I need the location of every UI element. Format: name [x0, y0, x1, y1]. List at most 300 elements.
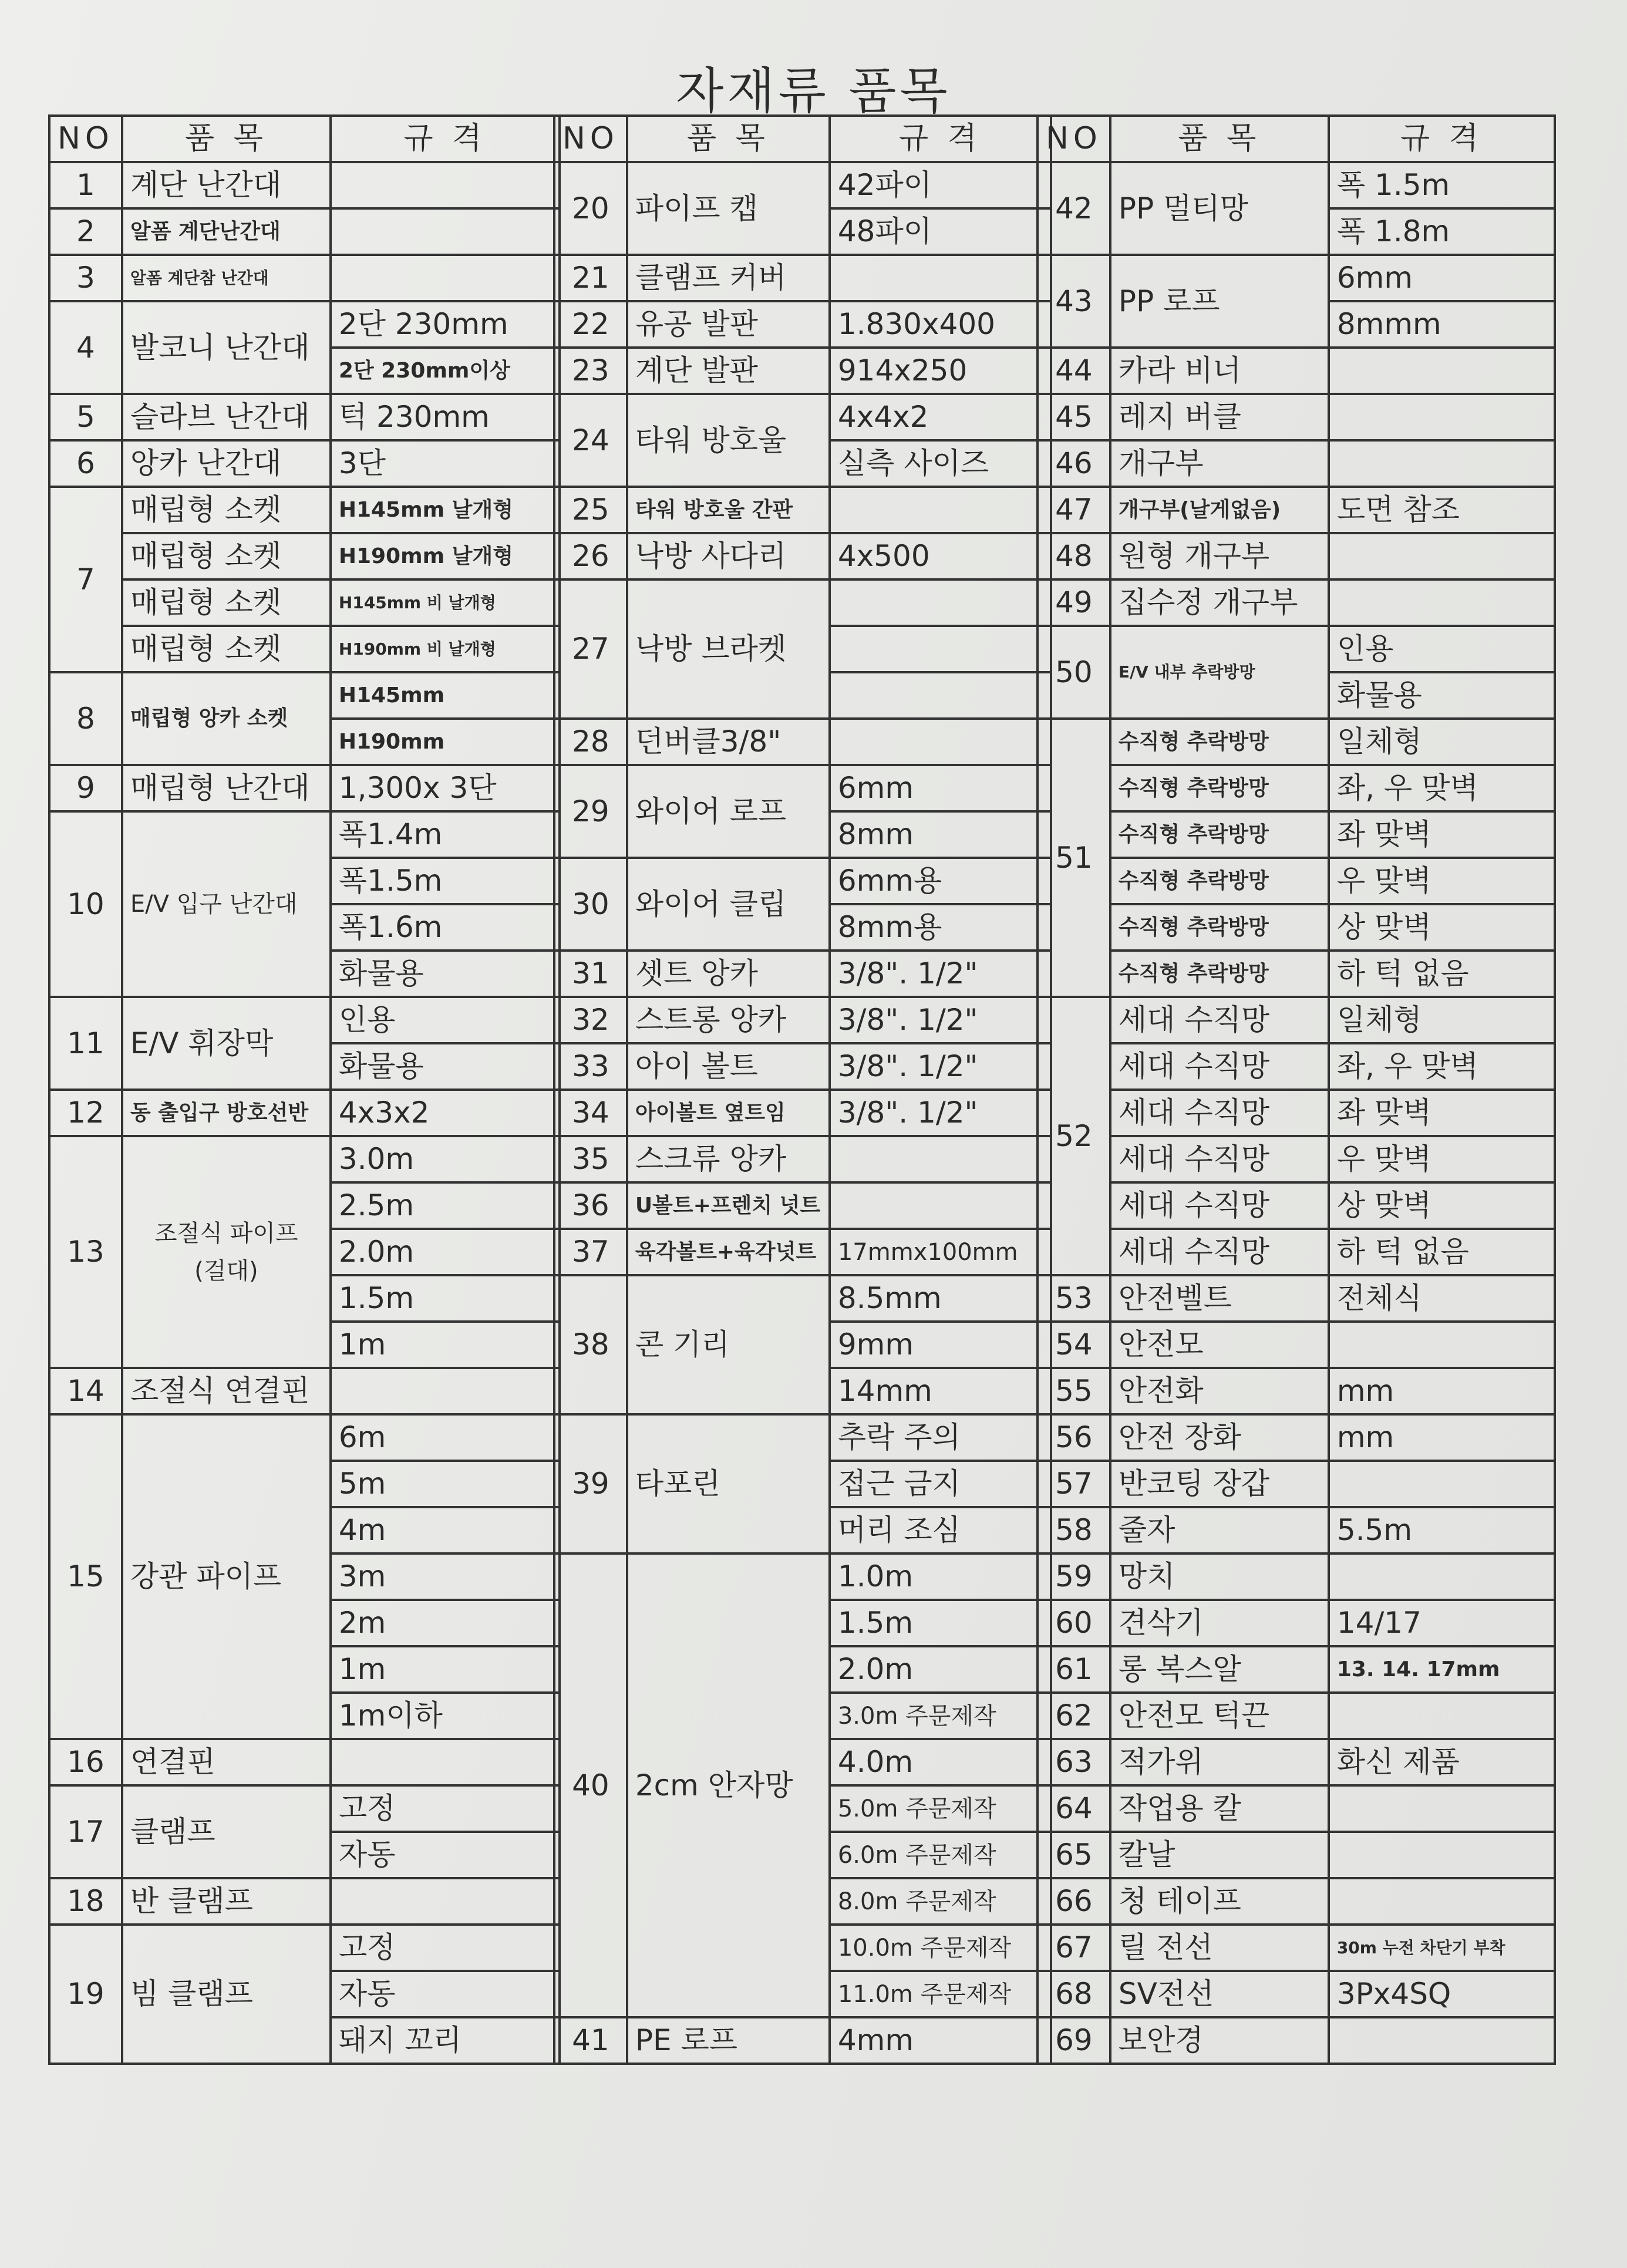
item-number: 4	[49, 301, 122, 394]
item-spec: 폭1.4m	[331, 811, 560, 858]
item-name: 수직형 추락방망	[1110, 765, 1329, 811]
item-name: E/V 입구 난간대	[122, 811, 331, 997]
item-name: 매립형 소켓	[122, 487, 331, 533]
item-name: 낙방 브라켓	[627, 579, 830, 719]
item-name: 낙방 사다리	[627, 533, 830, 579]
item-number: 18	[49, 1878, 122, 1925]
item-name: 롱 복스알	[1110, 1646, 1329, 1693]
table-row	[1037, 1646, 1555, 1693]
item-name: 세대 수직망	[1110, 1043, 1329, 1090]
item-number: 16	[49, 1739, 122, 1785]
table-row	[1037, 1832, 1555, 1878]
item-spec: 턱 230mm	[331, 394, 560, 440]
item-spec: H145mm 비 날개형	[331, 579, 560, 626]
item-spec: 화물용	[331, 1043, 560, 1090]
item-spec: mm	[1329, 1368, 1555, 1414]
item-spec: 화물용	[1329, 672, 1555, 719]
item-spec: H145mm 날개형	[331, 487, 560, 533]
item-name: 개구부(날게없음)	[1110, 487, 1329, 533]
table-row	[554, 2017, 1051, 2064]
table-row	[1037, 1461, 1555, 1507]
item-name: 파이프 캡	[627, 162, 830, 255]
item-spec: 좌, 우 맞벽	[1329, 765, 1555, 811]
table-row	[554, 394, 1051, 440]
header-spec: 규 격	[830, 116, 1051, 162]
table-row	[1037, 1925, 1555, 1971]
item-name: 세대 수직망	[1110, 1136, 1329, 1182]
item-name: 매립형 소켓	[122, 579, 331, 626]
item-spec: 5.0m 주문제작	[830, 1785, 1051, 1832]
table-row	[1037, 626, 1555, 672]
item-spec: 3/8". 1/2"	[830, 997, 1051, 1043]
table-row	[1037, 1739, 1555, 1785]
item-number: 45	[1037, 394, 1110, 440]
item-name: PE 로프	[627, 2017, 830, 2064]
header-item: 품 목	[627, 116, 830, 162]
item-spec	[830, 1182, 1051, 1229]
item-number: 27	[554, 579, 627, 719]
item-name: 계단 난간대	[122, 162, 331, 208]
item-number: 2	[49, 208, 122, 255]
item-name: 동 출입구 방호선반	[122, 1090, 331, 1136]
item-number: 43	[1037, 255, 1110, 348]
item-spec	[1329, 348, 1555, 394]
item-name: 세대 수직망	[1110, 1090, 1329, 1136]
item-number: 10	[49, 811, 122, 997]
item-spec: 3/8". 1/2"	[830, 951, 1051, 997]
material-table-3	[1036, 114, 1556, 2065]
item-spec: 3m	[331, 1553, 560, 1600]
item-number: 23	[554, 348, 627, 394]
item-spec: 14/17	[1329, 1600, 1555, 1646]
item-spec: 4x4x2	[830, 394, 1051, 440]
item-name: 원형 개구부	[1110, 533, 1329, 579]
material-table-1	[48, 114, 561, 2065]
item-spec: 6mm	[1329, 255, 1555, 301]
item-name: E/V 내부 추락방망	[1110, 626, 1329, 719]
item-spec: 고정	[331, 1785, 560, 1832]
item-spec	[1329, 1461, 1555, 1507]
item-number: 44	[1037, 348, 1110, 394]
item-name: 줄자	[1110, 1507, 1329, 1553]
item-name: 수직형 추락방망	[1110, 951, 1329, 997]
item-number: 11	[49, 997, 122, 1090]
item-spec: 우 맞벽	[1329, 858, 1555, 904]
item-number: 29	[554, 765, 627, 858]
item-spec: 2.5m	[331, 1182, 560, 1229]
item-spec: 접근 금지	[830, 1461, 1051, 1507]
item-name: 릴 전선	[1110, 1925, 1329, 1971]
item-spec: 5m	[331, 1461, 560, 1507]
item-name: 아이볼트 옆트임	[627, 1090, 830, 1136]
table-row	[554, 348, 1051, 394]
header-no: NO	[1037, 116, 1110, 162]
item-spec	[1329, 1878, 1555, 1925]
item-name: 집수정 개구부	[1110, 579, 1329, 626]
item-name: 타포린	[627, 1414, 830, 1553]
item-number: 47	[1037, 487, 1110, 533]
table-row	[554, 255, 1051, 301]
item-spec: 화물용	[331, 951, 560, 997]
item-spec	[1329, 1322, 1555, 1368]
item-name: 청 테이프	[1110, 1878, 1329, 1925]
item-spec	[1329, 1693, 1555, 1739]
item-number: 12	[49, 1090, 122, 1136]
item-name: 반코팅 장갑	[1110, 1461, 1329, 1507]
item-name: 아이 볼트	[627, 1043, 830, 1090]
item-name: 안전화	[1110, 1368, 1329, 1414]
item-name: 수직형 추락방망	[1110, 858, 1329, 904]
item-name: 와이어 클립	[627, 858, 830, 951]
item-name: 스크류 앙카	[627, 1136, 830, 1182]
item-number: 64	[1037, 1785, 1110, 1832]
item-spec: 머리 조심	[830, 1507, 1051, 1553]
item-number: 24	[554, 394, 627, 487]
table-row	[554, 1229, 1051, 1275]
item-name: 타워 방호울 간판	[627, 487, 830, 533]
item-spec: H190mm 비 날개형	[331, 626, 560, 672]
table-row	[49, 997, 560, 1043]
item-spec: 전체식	[1329, 1275, 1555, 1322]
table-row	[49, 487, 560, 533]
item-spec: H190mm	[331, 719, 560, 765]
table-row	[49, 626, 560, 672]
item-number: 33	[554, 1043, 627, 1090]
item-spec: 자동	[331, 1832, 560, 1878]
item-spec: 하 턱 없음	[1329, 1229, 1555, 1275]
item-name: 적가위	[1110, 1739, 1329, 1785]
item-name: 2cm 안자망	[627, 1553, 830, 2017]
item-name: 세대 수직망	[1110, 1229, 1329, 1275]
table-row	[1037, 348, 1555, 394]
item-number: 54	[1037, 1322, 1110, 1368]
table-row	[1037, 1090, 1555, 1136]
item-spec: 1m	[331, 1322, 560, 1368]
item-name: 매립형 소켓	[122, 626, 331, 672]
item-number: 59	[1037, 1553, 1110, 1600]
table-row	[1037, 997, 1555, 1043]
item-number: 57	[1037, 1461, 1110, 1507]
item-spec: 1m	[331, 1646, 560, 1693]
item-name: 수직형 추락방망	[1110, 904, 1329, 951]
item-spec: H145mm	[331, 672, 560, 719]
item-number: 5	[49, 394, 122, 440]
item-name: 작업용 칼	[1110, 1785, 1329, 1832]
item-number: 67	[1037, 1925, 1110, 1971]
table-row	[49, 162, 560, 208]
header-item: 품 목	[1110, 116, 1329, 162]
item-number: 31	[554, 951, 627, 997]
item-spec	[1329, 440, 1555, 487]
header-row	[49, 116, 560, 162]
item-name: 앙카 난간대	[122, 440, 331, 487]
item-spec: 2m	[331, 1600, 560, 1646]
table-row	[554, 162, 1051, 208]
material-table-2	[553, 114, 1052, 2065]
table-row	[1037, 1971, 1555, 2017]
item-spec	[331, 255, 560, 301]
table-row	[1037, 255, 1555, 301]
item-number: 61	[1037, 1646, 1110, 1693]
item-name: 안전벨트	[1110, 1275, 1329, 1322]
item-number: 66	[1037, 1878, 1110, 1925]
table-row	[49, 1925, 560, 1971]
item-spec: 2단 230mm이상	[331, 348, 560, 394]
item-number: 41	[554, 2017, 627, 2064]
table-row	[554, 951, 1051, 997]
item-spec: 상 맞벽	[1329, 1182, 1555, 1229]
item-number: 22	[554, 301, 627, 348]
table-row	[1037, 765, 1555, 811]
table-row	[49, 1878, 560, 1925]
table-row	[49, 394, 560, 440]
table-row	[49, 1136, 560, 1182]
item-spec: 3단	[331, 440, 560, 487]
table-row	[1037, 1553, 1555, 1600]
item-name: 유공 발판	[627, 301, 830, 348]
item-number: 53	[1037, 1275, 1110, 1322]
table-row	[1037, 858, 1555, 904]
item-number: 14	[49, 1368, 122, 1414]
item-spec: 42파이	[830, 162, 1051, 208]
item-number: 68	[1037, 1971, 1110, 2017]
table-row	[1037, 904, 1555, 951]
item-number: 8	[49, 672, 122, 765]
item-spec: 6mm용	[830, 858, 1051, 904]
item-spec: 1.830x400	[830, 301, 1051, 348]
item-spec: 1,300x 3단	[331, 765, 560, 811]
item-number: 17	[49, 1785, 122, 1878]
item-number: 56	[1037, 1414, 1110, 1461]
table-row	[49, 1368, 560, 1414]
item-name: 안전모	[1110, 1322, 1329, 1368]
item-spec	[830, 579, 1051, 626]
item-name: 매립형 앙카 소켓	[122, 672, 331, 765]
table-row	[554, 533, 1051, 579]
item-number: 20	[554, 162, 627, 255]
item-number: 3	[49, 255, 122, 301]
table-row	[49, 301, 560, 348]
item-name: 알폼 계단난간대	[122, 208, 331, 255]
item-name: 반 클램프	[122, 1878, 331, 1925]
item-spec: 8mmm	[1329, 301, 1555, 348]
table-row	[49, 255, 560, 301]
item-spec	[331, 162, 560, 208]
item-number: 39	[554, 1414, 627, 1553]
item-spec: 10.0m 주문제작	[830, 1925, 1051, 1971]
item-spec: 9mm	[830, 1322, 1051, 1368]
item-number: 7	[49, 487, 122, 672]
table-row	[49, 208, 560, 255]
item-spec: 13. 14. 17mm	[1329, 1646, 1555, 1693]
item-number: 37	[554, 1229, 627, 1275]
table-row	[1037, 1693, 1555, 1739]
table-row	[49, 1739, 560, 1785]
item-spec: 3/8". 1/2"	[830, 1090, 1051, 1136]
item-number: 48	[1037, 533, 1110, 579]
item-spec: 고정	[331, 1925, 560, 1971]
item-number: 65	[1037, 1832, 1110, 1878]
table-row	[49, 579, 560, 626]
item-name: 육각볼트+육각넛트	[627, 1229, 830, 1275]
item-number: 21	[554, 255, 627, 301]
table-row	[1037, 1229, 1555, 1275]
item-name: 칼날	[1110, 1832, 1329, 1878]
table-row	[1037, 811, 1555, 858]
item-spec: 4mm	[830, 2017, 1051, 2064]
item-spec: 6mm	[830, 765, 1051, 811]
table-row	[554, 487, 1051, 533]
item-spec: 우 맞벽	[1329, 1136, 1555, 1182]
item-number: 1	[49, 162, 122, 208]
item-name: 슬라브 난간대	[122, 394, 331, 440]
item-spec: 폭1.5m	[331, 858, 560, 904]
item-spec	[1329, 1553, 1555, 1600]
item-number: 52	[1037, 997, 1110, 1275]
table-row	[1037, 1275, 1555, 1322]
item-spec	[1329, 2017, 1555, 2064]
item-name: 클램프	[122, 1785, 331, 1878]
table-row	[554, 719, 1051, 765]
item-number: 25	[554, 487, 627, 533]
item-number: 6	[49, 440, 122, 487]
item-number: 19	[49, 1925, 122, 2064]
item-number: 55	[1037, 1368, 1110, 1414]
item-name: 계단 발판	[627, 348, 830, 394]
table-row	[1037, 1136, 1555, 1182]
item-name: 수직형 추락방망	[1110, 811, 1329, 858]
item-spec: 1m이하	[331, 1693, 560, 1739]
item-spec: 자동	[331, 1971, 560, 2017]
item-spec	[830, 672, 1051, 719]
item-name: 수직형 추락방망	[1110, 719, 1329, 765]
item-number: 9	[49, 765, 122, 811]
table-row	[1037, 1878, 1555, 1925]
item-spec: 폭1.6m	[331, 904, 560, 951]
item-spec: 8mm용	[830, 904, 1051, 951]
item-spec: 3Px4SQ	[1329, 1971, 1555, 2017]
table-row	[49, 1090, 560, 1136]
item-spec	[1329, 579, 1555, 626]
item-number: 49	[1037, 579, 1110, 626]
item-name: 강관 파이프	[122, 1414, 331, 1739]
item-spec: 2.0m	[331, 1229, 560, 1275]
item-spec: 30m 누전 차단기 부착	[1329, 1925, 1555, 1971]
item-spec: 좌 맞벽	[1329, 811, 1555, 858]
item-number: 13	[49, 1136, 122, 1368]
item-name: 망치	[1110, 1553, 1329, 1600]
table-row	[49, 672, 560, 719]
table-row	[1037, 579, 1555, 626]
item-name: 카라 비너	[1110, 348, 1329, 394]
item-number: 30	[554, 858, 627, 951]
item-name: 매립형 난간대	[122, 765, 331, 811]
item-spec: 인용	[1329, 626, 1555, 672]
table-row	[1037, 487, 1555, 533]
header-row	[1037, 116, 1555, 162]
item-number: 40	[554, 1553, 627, 2017]
item-number: 51	[1037, 719, 1110, 997]
item-number: 28	[554, 719, 627, 765]
item-spec: 3.0m 주문제작	[830, 1693, 1051, 1739]
item-name: E/V 휘장막	[122, 997, 331, 1090]
table-row	[49, 1414, 560, 1461]
item-name: 와이어 로프	[627, 765, 830, 858]
header-spec: 규 격	[1329, 116, 1555, 162]
table-row	[554, 301, 1051, 348]
item-number: 36	[554, 1182, 627, 1229]
item-spec	[830, 255, 1051, 301]
item-spec	[830, 626, 1051, 672]
item-spec: 6m	[331, 1414, 560, 1461]
item-number: 32	[554, 997, 627, 1043]
item-number: 58	[1037, 1507, 1110, 1553]
table-row	[1037, 2017, 1555, 2064]
item-number: 60	[1037, 1600, 1110, 1646]
table-row	[554, 1136, 1051, 1182]
table-row	[554, 997, 1051, 1043]
item-name: SV전선	[1110, 1971, 1329, 2017]
item-spec: 1.5m	[331, 1275, 560, 1322]
item-number: 34	[554, 1090, 627, 1136]
item-spec	[1329, 1785, 1555, 1832]
table-row	[49, 533, 560, 579]
item-spec: 14mm	[830, 1368, 1051, 1414]
item-spec	[830, 487, 1051, 533]
item-spec	[830, 719, 1051, 765]
item-name: 연결핀	[122, 1739, 331, 1785]
item-name: 빔 클램프	[122, 1925, 331, 2064]
item-name: 던버클3/8"	[627, 719, 830, 765]
item-name: 매립형 소켓	[122, 533, 331, 579]
item-spec: 좌, 우 맞벽	[1329, 1043, 1555, 1090]
item-spec: 좌 맞벽	[1329, 1090, 1555, 1136]
table-row	[1037, 1182, 1555, 1229]
item-name: 보안경	[1110, 2017, 1329, 2064]
table-row	[1037, 1043, 1555, 1090]
item-name: 개구부	[1110, 440, 1329, 487]
table-row	[554, 1043, 1051, 1090]
table-row	[49, 811, 560, 858]
item-number: 15	[49, 1414, 122, 1739]
item-name: 레지 버클	[1110, 394, 1329, 440]
item-spec: 돼지 꼬리	[331, 2017, 560, 2064]
item-spec: 3.0m	[331, 1136, 560, 1182]
item-number: 35	[554, 1136, 627, 1182]
item-spec: 4x3x2	[331, 1090, 560, 1136]
item-spec: 화신 제품	[1329, 1739, 1555, 1785]
item-name: 클램프 커버	[627, 255, 830, 301]
item-spec: 하 턱 없음	[1329, 951, 1555, 997]
item-spec: 11.0m 주문제작	[830, 1971, 1051, 2017]
item-spec: 상 맞벽	[1329, 904, 1555, 951]
item-spec: 48파이	[830, 208, 1051, 255]
item-name: 안전 장화	[1110, 1414, 1329, 1461]
item-spec: 일체형	[1329, 719, 1555, 765]
table-row	[1037, 440, 1555, 487]
item-name: 타워 방호울	[627, 394, 830, 487]
item-spec: 8mm	[830, 811, 1051, 858]
table-row	[554, 1275, 1051, 1322]
item-spec	[1329, 394, 1555, 440]
item-name: 알폼 계단참 난간대	[122, 255, 331, 301]
table-row	[1037, 1600, 1555, 1646]
table-row	[1037, 1322, 1555, 1368]
item-number: 50	[1037, 626, 1110, 719]
table-row	[1037, 719, 1555, 765]
item-spec	[331, 208, 560, 255]
table-row	[1037, 1785, 1555, 1832]
